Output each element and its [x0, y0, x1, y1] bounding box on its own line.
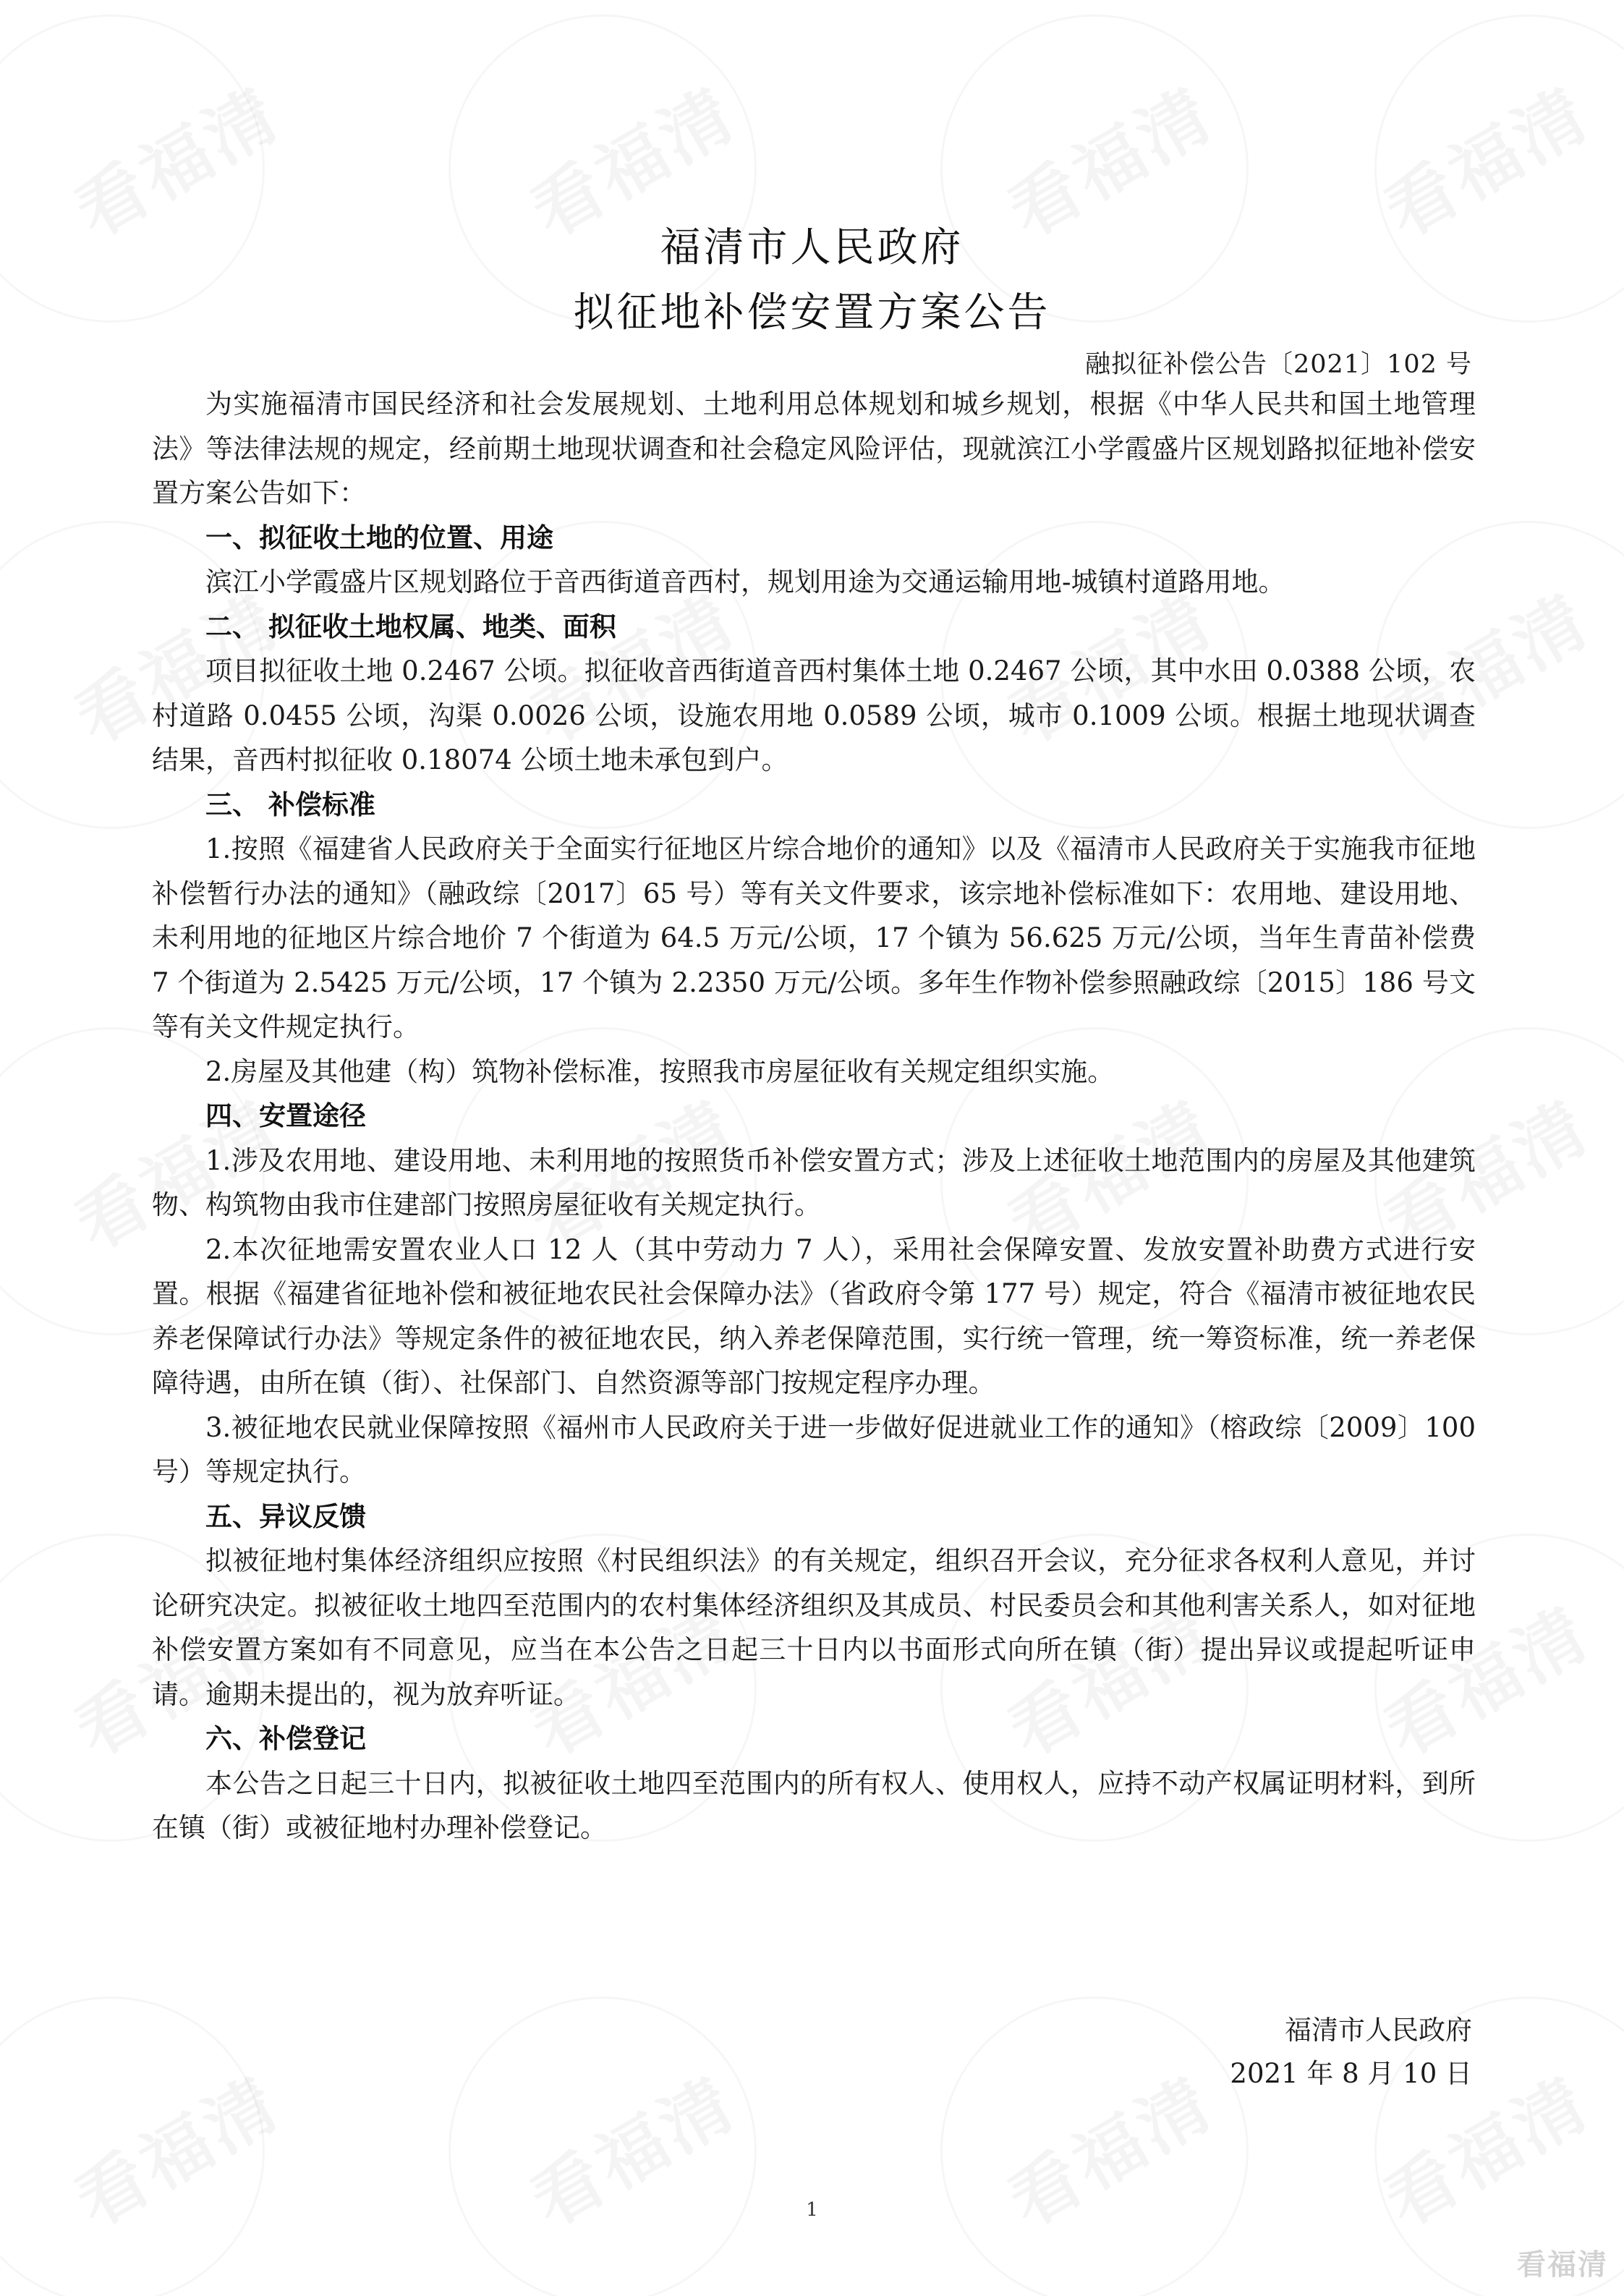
signature-organization: 福清市人民政府: [1285, 2015, 1472, 2046]
document-title-issuer: 福清市人民政府: [660, 224, 964, 271]
corner-logo: 看福清: [1517, 2248, 1608, 2282]
section-paragraph: 1.涉及农用地、建设用地、未利用地的按照货币补偿安置方式；涉及上述征收土地范围内的房屋及其他建筑物、构筑物由我市住建部门按照房屋征收有关规定执行。: [152, 1144, 1476, 1220]
section-heading-resettlement: 四、安置途径: [205, 1100, 366, 1131]
document-body: [152, 382, 1476, 1850]
signature-date: 2021 年 8 月 10 日: [1230, 2058, 1472, 2089]
document-title: 拟征地补偿安置方案公告: [573, 289, 1051, 336]
intro-paragraph: 为实施福清市国民经济和社会发展规划、土地利用总体规划和城乡规划，根据《中华人民共和国土地管理法》等法律法规的规定，经前期土地现状调查和社会稳定风险评估，现就滨江小学霞盛片区规划路拟征地补偿安置方案公告如下：: [152, 388, 1476, 509]
section-paragraph: 3.被征地农民就业保障按照《福州市人民政府关于进一步做好促进就业工作的通知》（榕政综〔2009〕100 号）等规定执行。: [152, 1411, 1476, 1487]
section-paragraph: 滨江小学霞盛片区规划路位于音西街道音西村，规划用途为交通运输用地-城镇村道路用地。: [205, 566, 1285, 598]
document-number: 融拟征补偿公告〔2021〕102 号: [1084, 350, 1472, 379]
section-heading-ownership: 二、 拟征收土地权属、地类、面积: [205, 611, 616, 642]
section-heading-registration: 六、补偿登记: [205, 1723, 366, 1754]
section-paragraph: 项目拟征收土地 0.2467 公顷。拟征收音西街道音西村集体土地 0.2467 公顷，其中水田 0.0388 公顷，农村道路 0.0455 公顷，沟渠 0.0026 公顷，设施农用地 0.0589 公顷，城市 0.1009 公顷。根据土地现状调查结果，音西村拟征收 0.18074 公顷土地未承包到户。: [152, 655, 1476, 775]
section-paragraph: 本公告之日起三十日内，拟被征收土地四至范围内的所有权人、使用权人，应持不动产权属证明材料，到所在镇（街）或被征地村办理补偿登记。: [152, 1767, 1476, 1843]
section-paragraph: 2.本次征地需安置农业人口 12 人（其中劳动力 7 人），采用社会保障安置、发放安置补助费方式进行安置。根据《福建省征地补偿和被征地农民社会保障办法》（省政府令第 177 号）规定，符合《福清市被征地农民养老保障试行办法》等规定条件的被征地农民，纳入养老保障范围，实行统一管理，统一筹资标准，统一养老保障待遇，由所在镇（街）、社保部门、自然资源等部门按规定程序办理。: [152, 1233, 1476, 1398]
section-heading-objection: 五、异议反馈: [205, 1500, 366, 1532]
section-paragraph: 2.房屋及其他建（构）筑物补偿标准，按照我市房屋征收有关规定组织实施。: [205, 1055, 1115, 1087]
section-paragraph: 拟被征地村集体经济组织应按照《村民组织法》的有关规定，组织召开会议，充分征求各权利人意见，并讨论研究决定。拟被征收土地四至范围内的农村集体经济组织及其成员、村民委员会和其他利害关系人，如对征地补偿安置方案如有不同意见，应当在本公告之日起三十日内以书面形式向所在镇（街）提出异议或提起听证申请。逾期未提出的，视为放弃听证。: [152, 1545, 1476, 1710]
section-heading-compensation-standard: 三、 补偿标准: [205, 788, 375, 820]
page-number: 1: [806, 2199, 818, 2221]
section-heading-location: 一、拟征收土地的位置、用途: [205, 522, 553, 553]
section-paragraph: 1.按照《福建省人民政府关于全面实行征地区片综合地价的通知》以及《福清市人民政府关于实施我市征地补偿暂行办法的通知》（融政综〔2017〕65 号）等有关文件要求，该宗地补偿标准如下：农用地、建设用地、未利用地的征地区片综合地价 7 个街道为 64.5 万元/公顷，17 个镇为 56.625 万元/公顷，当年生青苗补偿费 7 个街道为 2.5425 万元/公顷，17 个镇为 2.2350 万元/公顷。多年生作物补偿参照融政综〔2015〕186 号文等有关文件规定执行。: [152, 833, 1476, 1042]
